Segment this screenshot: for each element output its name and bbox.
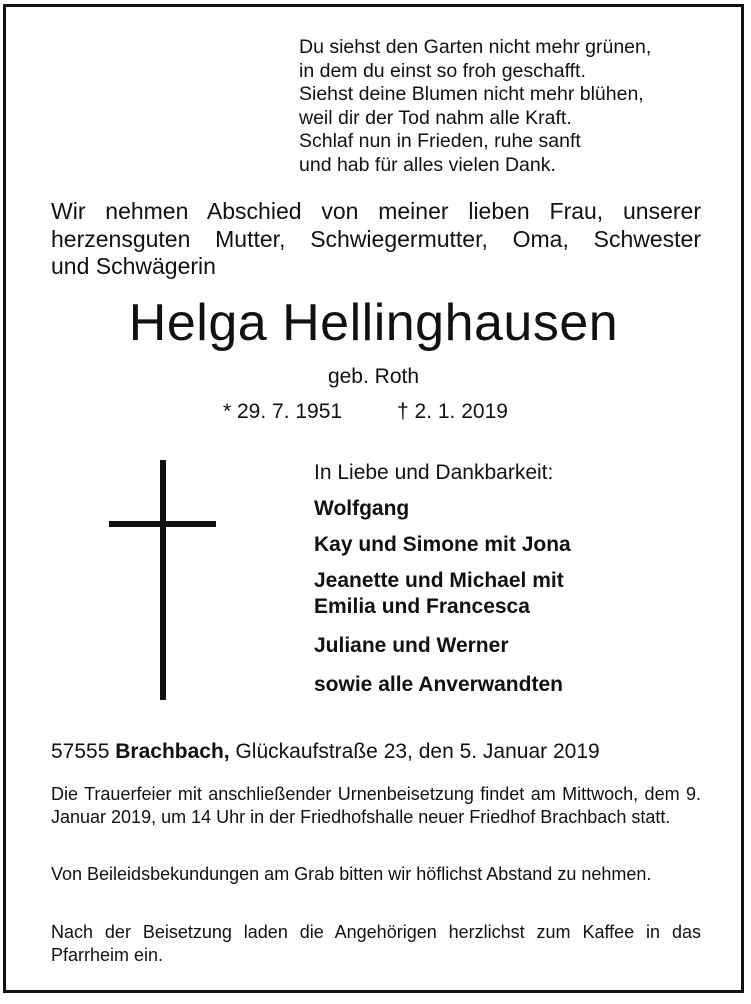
poem-line: und hab für alles vielen Dank. <box>299 153 556 176</box>
condolence-paragraph: Von Beileidsbekundungen am Grab bitten wir höflichst Abstand zu nehmen. <box>51 864 652 884</box>
intro-line: herzensguten Mutter, Schwiegermutter, Oma, Schwester <box>51 225 701 252</box>
funeral-info-paragraph: Die Trauerfeier mit anschließender Urnenbeisetzung findet am Mittwoch, dem 9. Januar 2019, um 14 Uhr in der Friedhofshalle neuer Friedhof Brachbach statt. <box>51 784 701 827</box>
poem-line: weil dir der Tod nahm alle Kraft. <box>299 106 572 129</box>
intro-line: und Schwägerin <box>51 253 216 279</box>
address-zip: 57555 <box>51 740 110 763</box>
poem <box>299 36 719 178</box>
mourner-name: sowie alle Anverwandten <box>314 673 563 696</box>
intro-line: Wir nehmen Abschied von meiner lieben Frau, unserer <box>51 198 701 224</box>
poem-line: Siehst deine Blumen nicht mehr blühen, <box>299 83 644 106</box>
poem-line: in dem du einst so froh geschafft. <box>299 59 586 82</box>
mourner-name: Wolfgang <box>314 497 410 520</box>
poem-line: Du siehst den Garten nicht mehr grünen, <box>299 36 652 58</box>
mourners-list <box>314 460 734 708</box>
obituary-notice <box>3 4 744 993</box>
maiden-name: geb. Roth <box>327 365 420 388</box>
poem-line: Schlaf nun in Frieden, ruhe sanft <box>299 130 581 153</box>
birth-date: * 29. 7. 1951 <box>223 400 343 423</box>
address-town: Brachbach, <box>115 740 230 763</box>
address-line <box>51 739 600 765</box>
address-street-date: Glückaufstraße 23, den 5. Januar 2019 <box>235 740 600 763</box>
mourners-lead: In Liebe und Dankbarkeit: <box>314 461 554 484</box>
deceased-name: Helga Hellinghausen <box>128 294 619 352</box>
mourner-name: Jeanette und Michael mit <box>314 569 564 592</box>
coffee-invitation-paragraph: Nach der Beisetzung laden die Angehörigen herzlichst zum Kaffee in das Pfarrheim ein. <box>51 922 701 965</box>
death-date: † 2. 1. 2019 <box>397 400 508 423</box>
cross-vertical-bar <box>160 460 166 700</box>
mourner-name: Juliane und Werner <box>314 634 509 657</box>
mourner-name: Kay und Simone mit Jona <box>314 533 571 556</box>
mourner-name: Emilia und Francesca <box>314 595 530 618</box>
cross-horizontal-bar <box>109 521 216 527</box>
farewell-intro <box>51 198 701 281</box>
